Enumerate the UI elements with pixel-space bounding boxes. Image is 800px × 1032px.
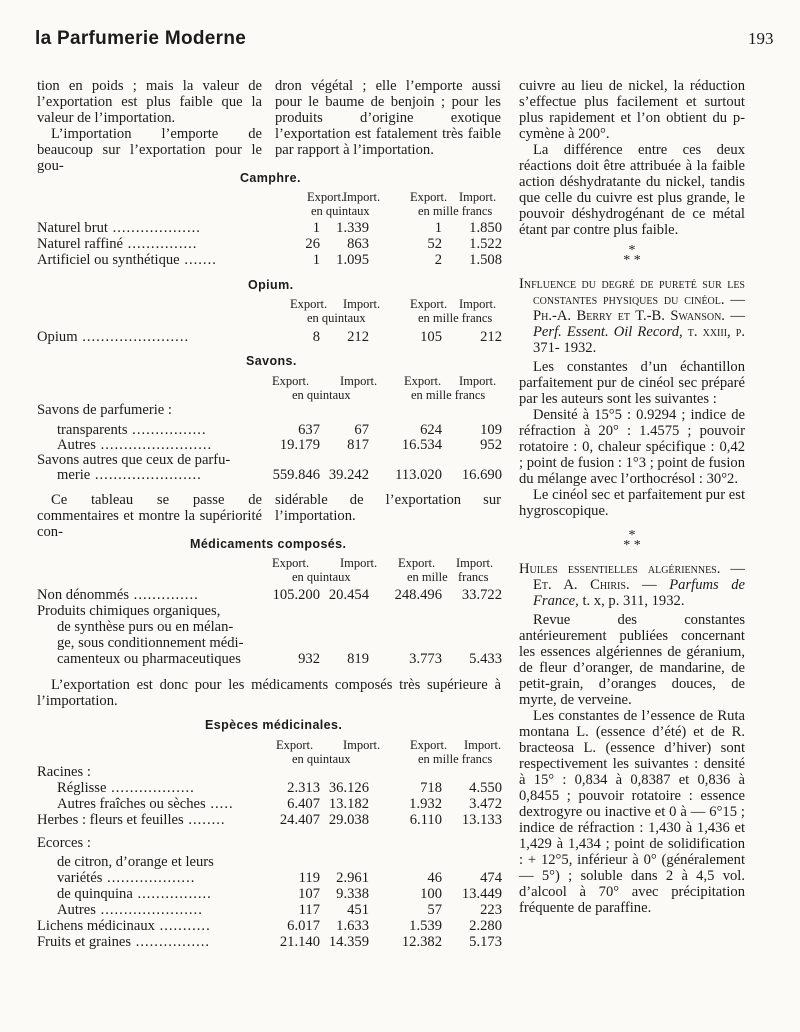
cell-import-quintaux: 67 [354, 422, 369, 438]
savons-colhead-export: Export. [272, 374, 310, 388]
cell-import-francs: 474 [480, 870, 502, 886]
leader-dots: ....... [179, 252, 217, 268]
row-label: merie ....................... [57, 467, 202, 483]
cell-import-francs: 1.508 [469, 252, 502, 268]
cell-import-quintaux: 1.339 [336, 220, 369, 236]
cell-import-quintaux: 13.182 [328, 796, 369, 812]
leader-dots: ...................... [95, 902, 203, 918]
right-p5: Le cinéol sec et parfaitement pur est hygroscopique. [519, 487, 745, 519]
cell-import-francs: 13.133 [461, 812, 502, 828]
cell-import-francs: 109 [480, 422, 502, 438]
cell-import-francs: 5.173 [469, 934, 502, 950]
row-label: Savons de parfumerie : [37, 402, 172, 418]
cell-import-quintaux: 1.633 [336, 918, 369, 934]
cell-import-francs: 2.280 [469, 918, 502, 934]
cell-export-quintaux: 932 [298, 651, 320, 667]
savons-colhead-import2: Import. [459, 374, 497, 388]
savons-title: Savons. [246, 354, 297, 368]
especes-unit1: en quintaux [292, 752, 351, 766]
opium-unit1: en quintaux [307, 311, 366, 325]
row-label: Artificiel ou synthétique ....... [37, 252, 217, 268]
opium-colhead-export: Export. [290, 297, 328, 311]
cell-import-francs: 952 [480, 437, 502, 453]
row-label: Herbes : fleurs et feuilles ........ [37, 812, 226, 828]
cell-export-quintaux: 117 [298, 902, 320, 918]
leader-dots: ........ [183, 812, 226, 828]
cell-import-quintaux: 817 [347, 437, 369, 453]
medic-unit2a: en mille [407, 570, 448, 584]
cell-import-francs: 223 [480, 902, 502, 918]
cell-import-francs: 5.433 [469, 651, 502, 667]
cell-import-quintaux: 1.095 [336, 252, 369, 268]
right-p3: Les constantes d’un échantillon parfaitement pur de cinéol sec préparé par les auteurs sont les suivantes : [519, 359, 745, 407]
leader-dots: ................... [102, 870, 196, 886]
cell-import-francs: 3.472 [469, 796, 502, 812]
cell-import-francs: 16.690 [461, 467, 502, 483]
cell-import-quintaux: 14.359 [328, 934, 369, 950]
cell-export-francs: 6.110 [409, 812, 442, 828]
leader-dots: ................ [132, 886, 212, 902]
especes-title: Espèces médicinales. [205, 718, 343, 732]
cell-import-francs: 1.850 [469, 220, 502, 236]
cell-export-francs: 57 [427, 902, 442, 918]
row-label: Non dénommés .............. [37, 587, 199, 603]
ref1-citation: Influence du degré de pureté sur les constantes physiques du cinéol. — Ph.-A. Berry et T.-B. Swanson. — Perf. Essent. Oil Record, t. xxiii, p. 371- 1932. [519, 276, 745, 356]
cell-import-quintaux: 29.038 [328, 812, 369, 828]
cell-import-francs: 1.522 [469, 236, 502, 252]
running-head-title: la Parfumerie Moderne [35, 28, 247, 49]
cell-export-quintaux: 559.846 [272, 467, 320, 483]
cell-import-quintaux: 36.126 [328, 780, 369, 796]
leader-dots: ....................... [77, 329, 190, 345]
medic-unit1: en quintaux [292, 570, 351, 584]
camphre-colhead-export: Export. [307, 190, 345, 204]
cell-export-quintaux: 2.313 [287, 780, 320, 796]
row-label: de synthèse purs ou en mélan- [57, 619, 234, 635]
cell-export-quintaux: 1 [312, 220, 320, 236]
row-label: transparents ................ [57, 422, 207, 438]
page-number: 193 [748, 29, 774, 48]
row-label: Autres fraîches ou sèches ..... [57, 796, 234, 812]
cell-export-quintaux: 26 [305, 236, 320, 252]
commentary-col1: Ce tableau se passe de commentaires et montre la supériorité con- [37, 492, 262, 540]
cell-import-francs: 4.550 [469, 780, 502, 796]
cell-import-quintaux: 9.338 [336, 886, 369, 902]
medic-colhead-import2: Import. [456, 556, 494, 570]
camphre-unit1: en quintaux [311, 204, 370, 218]
row-label: Racines : [37, 764, 91, 780]
cell-import-francs: 212 [480, 329, 502, 345]
cell-export-francs: 12.382 [401, 934, 442, 950]
row-label: Lichens médicinaux ........... [37, 918, 211, 934]
row-label: ge, sous conditionnement médi- [57, 635, 244, 651]
cell-export-quintaux: 6.407 [287, 796, 320, 812]
cell-import-francs: 33.722 [461, 587, 502, 603]
medic-colhead-export2: Export. [398, 556, 436, 570]
opium-colhead-export2: Export. [410, 297, 448, 311]
cell-import-quintaux: 819 [347, 651, 369, 667]
savons-colhead-import: Import. [340, 374, 378, 388]
camphre-colhead-import: Import. [343, 190, 381, 204]
cell-export-francs: 113.020 [395, 467, 442, 483]
cell-export-quintaux: 8 [312, 329, 320, 345]
row-label: Ecorces : [37, 835, 91, 851]
medic-colhead-import: Import. [340, 556, 378, 570]
right-p2: La différence entre ces deux réactions doit être attribuée à la faible action déshydratante du nickel, tandis que celle du cuivre est plus grande, le pouvoir déshydrogénant de ce métal étant par contre plus faible. [519, 142, 745, 238]
cell-export-quintaux: 119 [298, 870, 320, 886]
leader-dots: ................... [107, 220, 201, 236]
cell-export-francs: 46 [427, 870, 442, 886]
cell-export-francs: 718 [420, 780, 442, 796]
right-column [519, 78, 745, 916]
cell-export-francs: 52 [427, 236, 442, 252]
row-label: Autres ........................ [57, 437, 213, 453]
right-p6: Revue des constantes antérieurement publiées concernant les essences algériennes de géranium, de fleur d’oranger, de mandarine, de petit-grain, d’oranges douces, de myrte, de verveine. [519, 612, 745, 708]
medic-colhead-export: Export. [272, 556, 310, 570]
cell-export-francs: 3.773 [409, 651, 442, 667]
leader-dots: ........... [154, 918, 211, 934]
row-label: Opium ....................... [37, 329, 190, 345]
row-label: Naturel brut ................... [37, 220, 201, 236]
savons-unit1: en quintaux [292, 388, 351, 402]
intro-col2: dron végétal ; elle l’emporte aussi pour le baume de benjoin ; pour les produits d’origine exotique l’exportation est fatalement très faible par rapport à l’importation. [275, 78, 501, 158]
cell-export-francs: 105 [420, 329, 442, 345]
opium-unit2: en mille francs [418, 311, 493, 325]
cell-export-quintaux: 637 [298, 422, 320, 438]
section-stars-2: * * * [623, 528, 641, 553]
especes-colhead-export2: Export. [410, 738, 448, 752]
cell-export-quintaux: 107 [298, 886, 320, 902]
opium-colhead-import: Import. [343, 297, 381, 311]
cell-export-francs: 1 [434, 220, 442, 236]
row-label: de quinquina ................ [57, 886, 212, 902]
camphre-title: Camphre. [240, 171, 301, 185]
leader-dots: ..... [205, 796, 234, 812]
cell-export-quintaux: 24.407 [279, 812, 320, 828]
row-label: Réglisse .................. [57, 780, 195, 796]
right-p7: Les constantes de l’essence de Ruta montana L. (essence d’été) et de R. bracteosa L. (essence d’hiver) sont respectivement les suivantes : densité à 15° : 0,834 à 0,8387 et 0,836 à 0,8455 ; pouvoir rotatoire : essence dextrogyre ou inactive et 0 à — 6°15 ; indice de réfraction : 1,430 à 1,436 et 1,429 à 1,434 ; point de solidification : + 12°5, inférieur à 0° (généralement — 5°) ; soluble dans 2 à 4,5 vol. d’alcool à 70° avec précipitation fréquente de paraffine. [519, 708, 745, 916]
cell-import-quintaux: 451 [347, 902, 369, 918]
cell-export-quintaux: 1 [312, 252, 320, 268]
leader-dots: ............... [123, 236, 198, 252]
intro-col1: tion en poids ; mais la valeur de l’exportation est plus faible que la valeur de l’importation. L’importation l’emporte de beaucoup sur l’exportation pour le gou- [37, 78, 262, 174]
row-label: camenteux ou pharmaceutiques [57, 651, 241, 667]
row-label: Produits chimiques organiques, [37, 603, 221, 619]
cell-export-francs: 2 [434, 252, 442, 268]
row-label: de citron, d’orange et leurs [57, 854, 214, 870]
row-label: variétés ................... [57, 870, 196, 886]
commentary-col2: sidérable de l’exportation sur l’importation. [275, 492, 501, 524]
row-label: Fruits et graines ................ [37, 934, 211, 950]
camphre-colhead-export2: Export. [410, 190, 448, 204]
especes-colhead-export: Export. [276, 738, 314, 752]
camphre-unit2: en mille francs [418, 204, 493, 218]
row-label: Savons autres que ceux de parfu- [37, 452, 231, 468]
cell-export-quintaux: 105.200 [272, 587, 320, 603]
cell-import-quintaux: 863 [347, 236, 369, 252]
cell-export-quintaux: 6.017 [287, 918, 320, 934]
cell-export-francs: 1.539 [409, 918, 442, 934]
row-label: Naturel raffiné ............... [37, 236, 198, 252]
leader-dots: ....................... [90, 467, 202, 483]
cell-export-francs: 1.932 [409, 796, 442, 812]
leader-dots: ........................ [95, 437, 213, 453]
cell-import-quintaux: 39.242 [328, 467, 369, 483]
medicaments-note: L’exportation est donc pour les médicaments composés très supérieure à l’importation. [37, 677, 501, 709]
medicaments-title: Médicaments composés. [190, 537, 347, 551]
cell-import-quintaux: 2.961 [336, 870, 369, 886]
opium-colhead-import2: Import. [459, 297, 497, 311]
savons-colhead-export2: Export. [404, 374, 442, 388]
leader-dots: .............. [129, 587, 199, 603]
especes-colhead-import: Import. [343, 738, 381, 752]
savons-unit2: en mille francs [411, 388, 486, 402]
especes-unit2: en mille francs [418, 752, 493, 766]
especes-colhead-import2: Import. [464, 738, 502, 752]
cell-export-francs: 624 [420, 422, 442, 438]
medic-unit2b: francs [458, 570, 489, 584]
cell-export-quintaux: 19.179 [279, 437, 320, 453]
cell-export-francs: 248.496 [394, 587, 442, 603]
cell-import-quintaux: 212 [347, 329, 369, 345]
leader-dots: ................ [131, 934, 211, 950]
right-p1: cuivre au lieu de nickel, la réduction s’effectue plus facilement et surtout plus rapidement et l’on obtient du p-cymène à 200°. [519, 78, 745, 142]
leader-dots: .................. [106, 780, 195, 796]
opium-title: Opium. [248, 278, 294, 292]
ref2-citation: Huiles essentielles algériennes. — Et. A. Chiris. — Parfums de France, t. x, p. 311, 1932. [519, 561, 746, 609]
row-label: Autres ...................... [57, 902, 203, 918]
right-p4: Densité à 15°5 : 0.9294 ; indice de réfraction à 20° : 1.4575 ; pouvoir rotatoire : 0, chaleur spécifique : 0,42 ; point de fusion : 1°3 ; point de fusion du mélange avec l’orthocrésol : 30°2. [519, 407, 745, 487]
cell-export-francs: 100 [420, 886, 442, 902]
cell-export-quintaux: 21.140 [279, 934, 320, 950]
camphre-colhead-import2: Import. [459, 190, 497, 204]
cell-import-francs: 13.449 [461, 886, 502, 902]
section-stars-1: * * * [623, 243, 641, 268]
cell-import-quintaux: 20.454 [328, 587, 369, 603]
leader-dots: ................ [127, 422, 207, 438]
cell-export-francs: 16.534 [401, 437, 442, 453]
